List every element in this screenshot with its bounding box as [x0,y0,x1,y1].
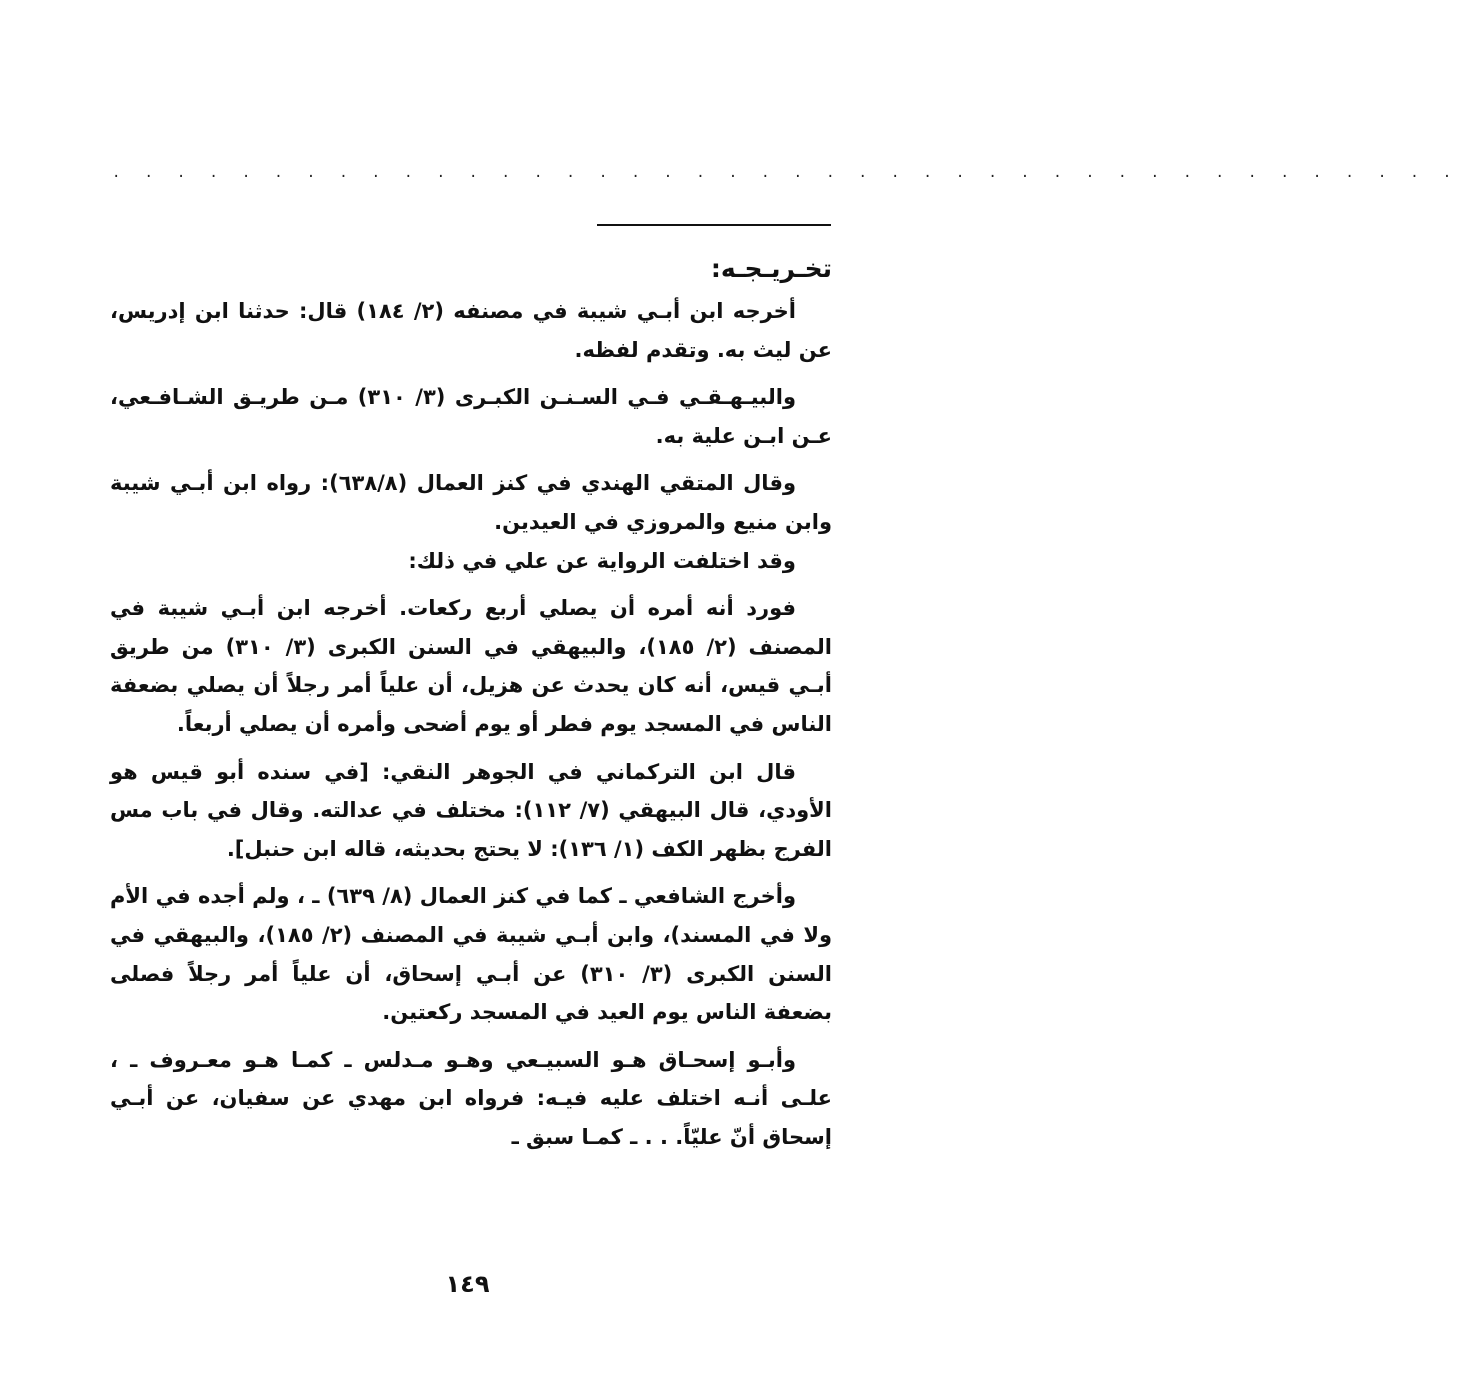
page-number: ١٤٩ [445,1270,490,1298]
paragraph: قال ابن التركماني في الجوهر النقي: [في سنده أبو قيس هو الأودي، قال البيهقي (٧/ ١١٢): مختلف في عدالته. وقال في باب مس الفرج بظهر الكف (١/ ١٣٦): لا يحتج بحديثه، قاله ابن حنبل]. [110,759,833,861]
paragraph: وأبـو إسحـاق هـو السبيـعي وهـو مـدلس ـ كمـا هـو معـروف ـ ، علـى أنـه اختلف عليه فيـه: فرواه ابن مهدي عن سفيان، عن أبـي إسحاق أنّ عليّاً. . . ـ كمـا سبق ـ [110,1047,832,1149]
paragraph: وأخرج الشافعي ـ كما في كنز العمال (٨/ ٦٣٩) ـ ، ولم أجده في الأم ولا في المسند)، وابن أبـي شيبة في المصنف (٢/ ١٨٥)، والبيهقي في السنن الكبرى (٣/ ٣١٠) عن أبـي إسحاق، أن علياً أمر رجلاً فصلى بضعفة الناس يوم العيد في المسجد ركعتين. [110,884,833,1025]
paragraph: والبيـهـقـي فـي السـنـن الكبـرى (٣/ ٣١٠) مـن طريـق الشـافـعي، عـن ابـن علية به. [110,385,832,448]
section-heading: تخـريـجـه: [710,254,832,283]
paragraph: وقد اختلفت الرواية عن علي في ذلك: [408,548,796,573]
paragraph: فورد أنه أمره أن يصلي أربع ركعات. أخرجه ابن أبـي شيبة في المصنف (٢/ ١٨٥)، والبيهقي في السنن الكبرى (٣/ ٣١٠) من طريق أبـي قيس، أنه كان يحدث عن هزيل، أن علياً أمر رجلاً أن يصلي بضعفة الناس في المسجد يوم فطر أو يوم أضحى وأمره أن يصلي أربعاً. [110,596,832,736]
paragraph: وقال المتقي الهندي في كنز العمال (٦٣٨/٨): رواه ابن أبـي شيبة وابن منيع والمروزي في العيدين. [110,471,832,534]
dotted-separator: . . . . . . . . . . . . . . . . . . . . . . . . . . . . . . . . . . . . . . . . . . [112,165,1459,181]
heading-rule [597,224,831,226]
paragraph: أخرجه ابن أبـي شيبة في مصنفه (٢/ ١٨٤) قال: حدثنا ابن إدريس، عن ليث به. وتقدم لفظه. [110,299,832,362]
body-text [110,292,832,1165]
